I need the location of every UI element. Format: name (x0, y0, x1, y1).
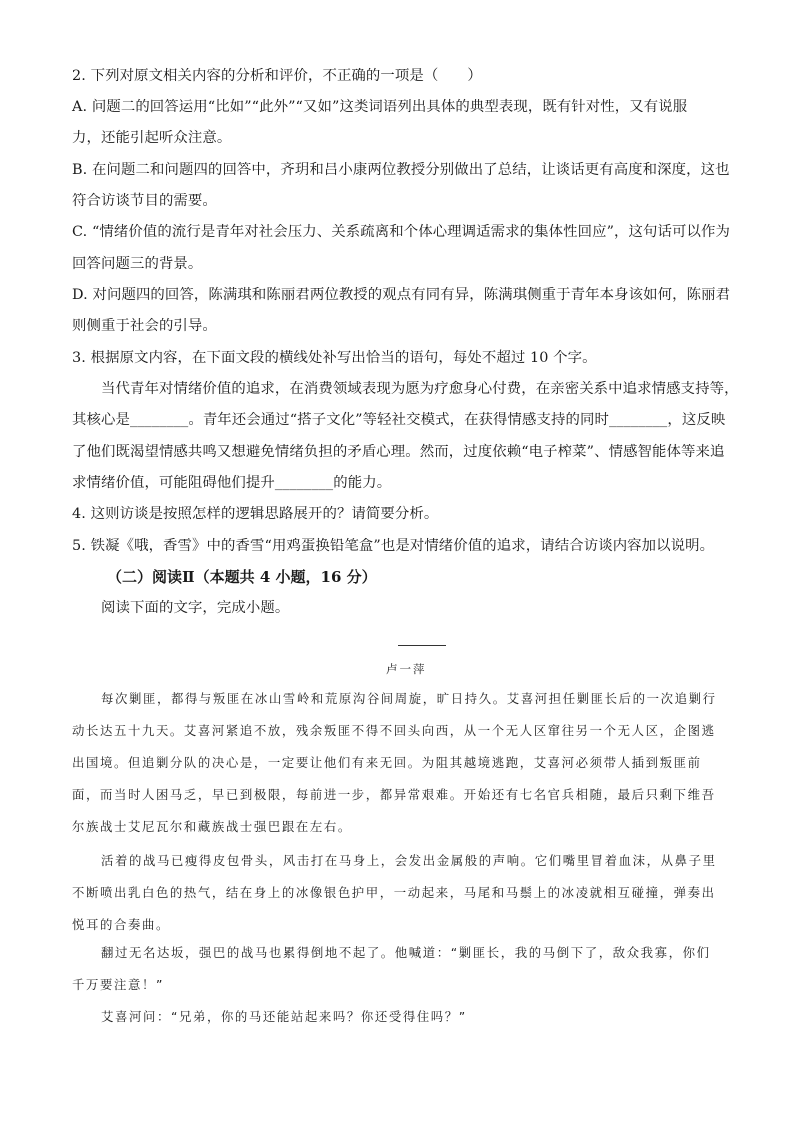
question-2-stem: 2. 下列对原文相关内容的分析和评价，不正确的一项是（ ） (72, 68, 482, 84)
question-3-passage-line-1: 当代青年对情绪价值的追求，在消费领域表现为愿为疗愈身心付费，在亲密关系中追求情感支持等， (101, 381, 739, 397)
story-paragraph-2-line-3: 悦耳的合奏曲。 (72, 917, 170, 932)
story-paragraph-1-line-3: 出国境。但追剿分队的决心是，一定要让他们有来无回。为阻其越境逃跑，艾喜河必须带人插到叛匪前 (72, 755, 702, 770)
story-paragraph-1-line-1: 每次剿匪，都得与叛匪在冰山雪岭和荒原沟谷间周旋，旷日持久。艾喜河担任剿匪长后的一次追剿行 (101, 691, 717, 706)
story-paragraph-4-line-1: 艾喜河问：“兄弟，你的马还能站起来吗？你还受得住吗？” (101, 1009, 467, 1024)
story-paragraph-3-line-2: 千万要注意！” (72, 977, 164, 992)
question-2-option-d-cont: 则侧重于社会的引导。 (72, 318, 217, 334)
story-author: 卢一萍 (386, 662, 427, 676)
question-5-stem: 5. 铁凝《哦，香雪》中的香雪“用鸡蛋换铅笔盒”也是对情绪价值的追求，请结合访谈内容加以说明。 (72, 538, 715, 554)
question-2-option-c: C. “情绪价值的流行是青年对社会压力、关系疏离和个体心理调适需求的集体性回应”，这句话可以作为 (72, 224, 730, 240)
question-3-stem: 3. 根据原文内容，在下面文段的横线处补写出恰当的语句，每处不超过 10 个字。 (72, 350, 597, 366)
question-2-option-a-cont: 力，还能引起听众注意。 (72, 130, 232, 146)
section-instruction: 阅读下面的文字，完成小题。 (101, 600, 290, 616)
question-2-option-a: A. 问题二的回答运用“比如”“此外”“又如”这类词语列出具体的典型表现，既有针对性，又有说服 (72, 99, 688, 115)
story-paragraph-1-line-4: 面，而当时人困马乏，早已到极限，每前进一步，都异常艰难。开始还有七名官兵相随，最后只剩下维吾 (72, 787, 716, 802)
story-paragraph-2-line-2: 不断喷出乳白色的热气，结在身上的冰像银色护甲，一动起来，马尾和马鬃上的冰凌就相互碰撞，弹奏出 (72, 885, 716, 900)
story-paragraph-1-line-2: 动长达五十九天。艾喜河紧追不放，残余叛匪不得不回头向西，从一个无人区窜往另一个无人区，企图逃 (72, 723, 716, 738)
question-2-option-d: D. 对问题四的回答，陈满琪和陈丽君两位教授的观点有同有异，陈满琪侧重于青年本身该如何，陈丽君 (72, 287, 731, 303)
story-paragraph-3-line-1: 翻过无名达坂，强巴的战马也累得倒地不起了。他喊道：“剿匪长，我的马倒下了，敌众我寡，你们 (101, 945, 711, 960)
question-3-passage-line-4: 求情绪价值，可能阻碍他们提升________的能力。 (72, 475, 392, 491)
story-title-blank (398, 645, 446, 646)
question-4-stem: 4. 这则访谈是按照怎样的逻辑思路展开的？请简要分析。 (72, 506, 439, 522)
question-2-option-b: B. 在问题二和问题四的回答中，齐玥和吕小康两位教授分别做出了总结，让谈话更有高度和深度，这也 (72, 162, 730, 178)
question-2-option-c-cont: 回答问题三的背景。 (72, 256, 203, 272)
story-paragraph-2-line-1: 活着的战马已瘦得皮包骨头，风击打在马身上，会发出金属般的声响。它们嘴里冒着血沫，从鼻子里 (101, 853, 717, 868)
story-paragraph-1-line-5: 尔族战士艾尼瓦尔和藏族战士强巴跟在左右。 (72, 819, 352, 834)
question-2-option-b-cont: 符合访谈节目的需要。 (72, 193, 217, 209)
section-heading: （二）阅读Ⅱ（本题共 4 小题，16 分） (107, 568, 377, 586)
question-3-passage-line-3: 了他们既渴望情感共鸣又想避免情绪负担的矛盾心理。然而，过度依赖“电子榨菜”、情感智能体等来追 (72, 444, 725, 460)
question-3-passage-line-2: 其核心是________。青年还会通过“搭子文化”等轻社交模式，在获得情感支持的同时________，这反映 (72, 412, 726, 428)
